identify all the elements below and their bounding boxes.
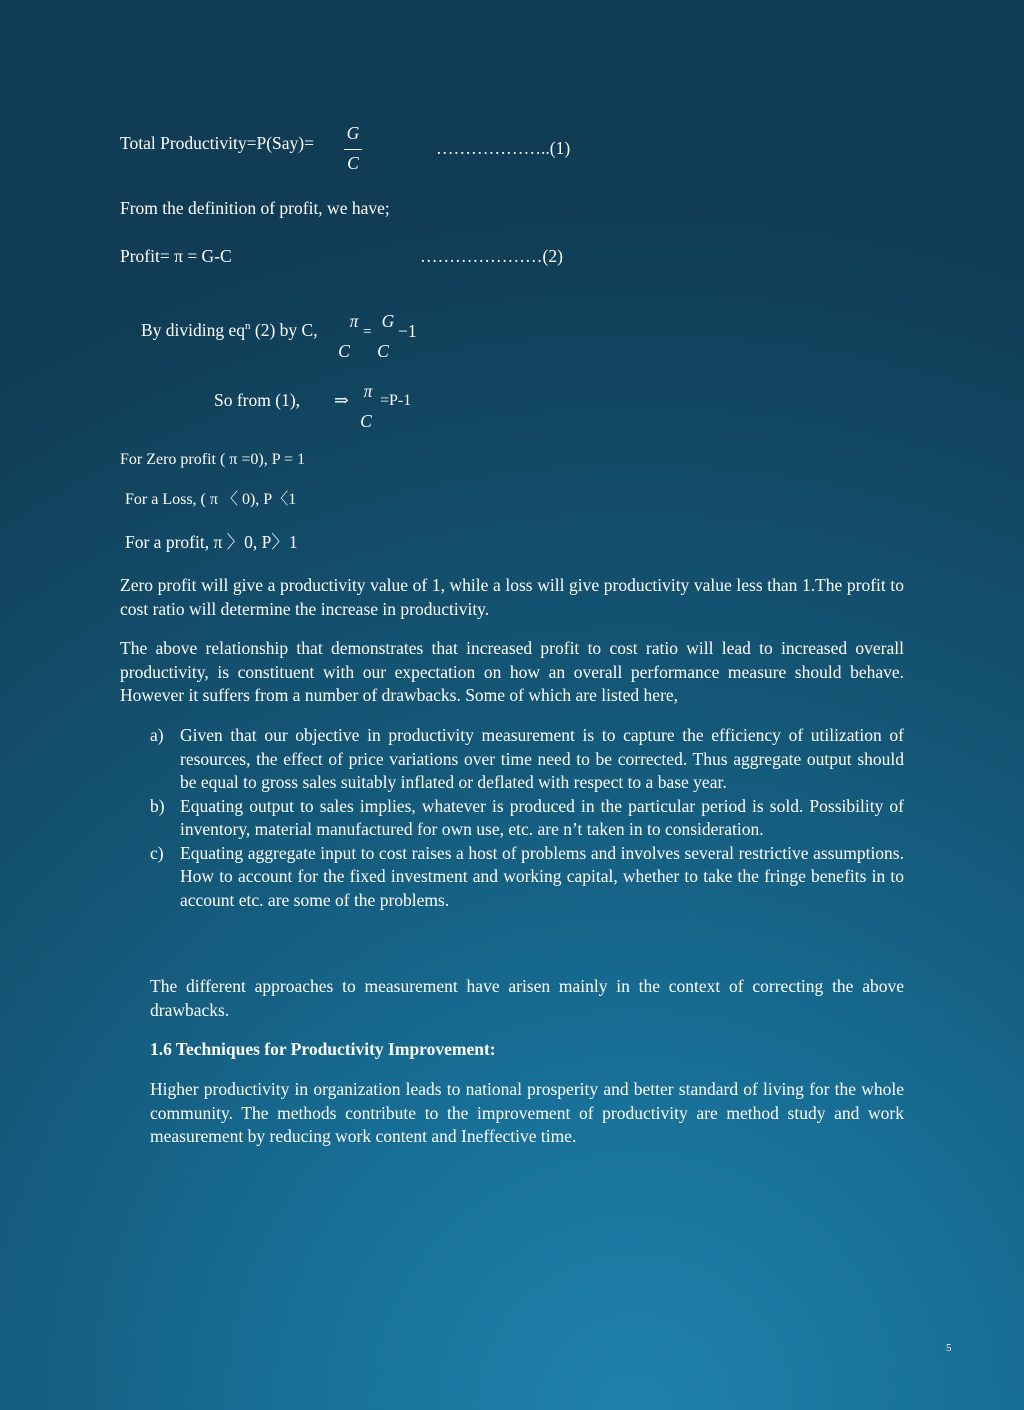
eq3-rhs-denominator: C [377, 341, 389, 361]
eq3-lhs-numerator: π [349, 311, 359, 331]
list-item: c) Equating aggregate input to cost raises a host of problems and involves several restrictive assumptions. How to account for the fixed investment and working capital, whether to take the fringe benefits in to account etc. are some of the problems. [150, 842, 904, 910]
page-number: 5 [946, 1342, 952, 1354]
eq4-label: So from (1), [214, 390, 301, 410]
list-item: b) Equating output to sales implies, whatever is produced in the particular period is sold. Possibility of inventory, material manufactured for own use, etc. are n’t taken in to consideration. [150, 795, 904, 839]
eq4-denominator: C [360, 411, 372, 431]
eq1-numerator: G [346, 123, 360, 143]
paragraph-techniques: Higher productivity in organization leads to national prosperity and better standard of living for the whole community. The methods contribute to the improvement of productivity are method study and work measurement by reducing work content and Ineffective time. [150, 1079, 904, 1146]
paragraph-approaches: The different approaches to measurement have arisen mainly in the context of correcting the above drawbacks. [150, 976, 904, 1020]
eq4-implies: ⇒ [334, 390, 349, 410]
eq1-denominator: C [347, 153, 359, 173]
eq4-numerator: π [363, 381, 373, 401]
eq3-equals: = [363, 324, 372, 340]
list-item: a) Given that our objective in productivity measurement is to capture the efficiency of utilization of resources, the effect of price variations over time need to be corrected. Thus aggregate output should be equal to gross sales suitably inflated or deflated with respect to a base year. [150, 725, 904, 792]
eq1-fraction-bar [344, 149, 362, 150]
profit-definition: From the definition of profit, we have; [120, 198, 390, 218]
eq3-label: By dividing $eq^n$ (2) by C, [141, 320, 318, 340]
case-loss: For a Loss, ( π 〈 0), P〈1 [125, 491, 297, 508]
section-heading: 1.6 Techniques for Productivity Improvement: [150, 1039, 496, 1059]
paragraph-zero-profit: Zero profit will give a productivity value of 1, while a loss will give productivity value less than 1.The profit to cost ratio will determine the increase in productivity. [120, 575, 904, 619]
eq1-label: Total Productivity=P(Say)= [120, 133, 314, 153]
eq4-tail: =P-1 [380, 392, 412, 409]
eq3-rhs-numerator: G [381, 311, 395, 331]
eq1-ref: ………………..(1) [436, 138, 571, 158]
eq2-label: Profit= π = G-C [120, 246, 232, 266]
paragraph-relationship: The above relationship that demonstrates that increased profit to cost ratio will lead to increased overall productivity, is constituent with our expectation on how an overall performance measure should behave. However it suffers from a number of drawbacks. Some of which are listed here, [120, 638, 904, 705]
case-profit: For a profit, π 〉0, P〉1 [125, 532, 298, 552]
eq3-lhs-denominator: C [338, 341, 350, 361]
drawbacks-list [150, 724, 904, 912]
case-zero-profit: For Zero profit ( π =0), P = 1 [120, 451, 306, 468]
eq2-ref: …………………(2) [420, 246, 563, 266]
eq3-rhs-tail: −1 [398, 321, 417, 341]
